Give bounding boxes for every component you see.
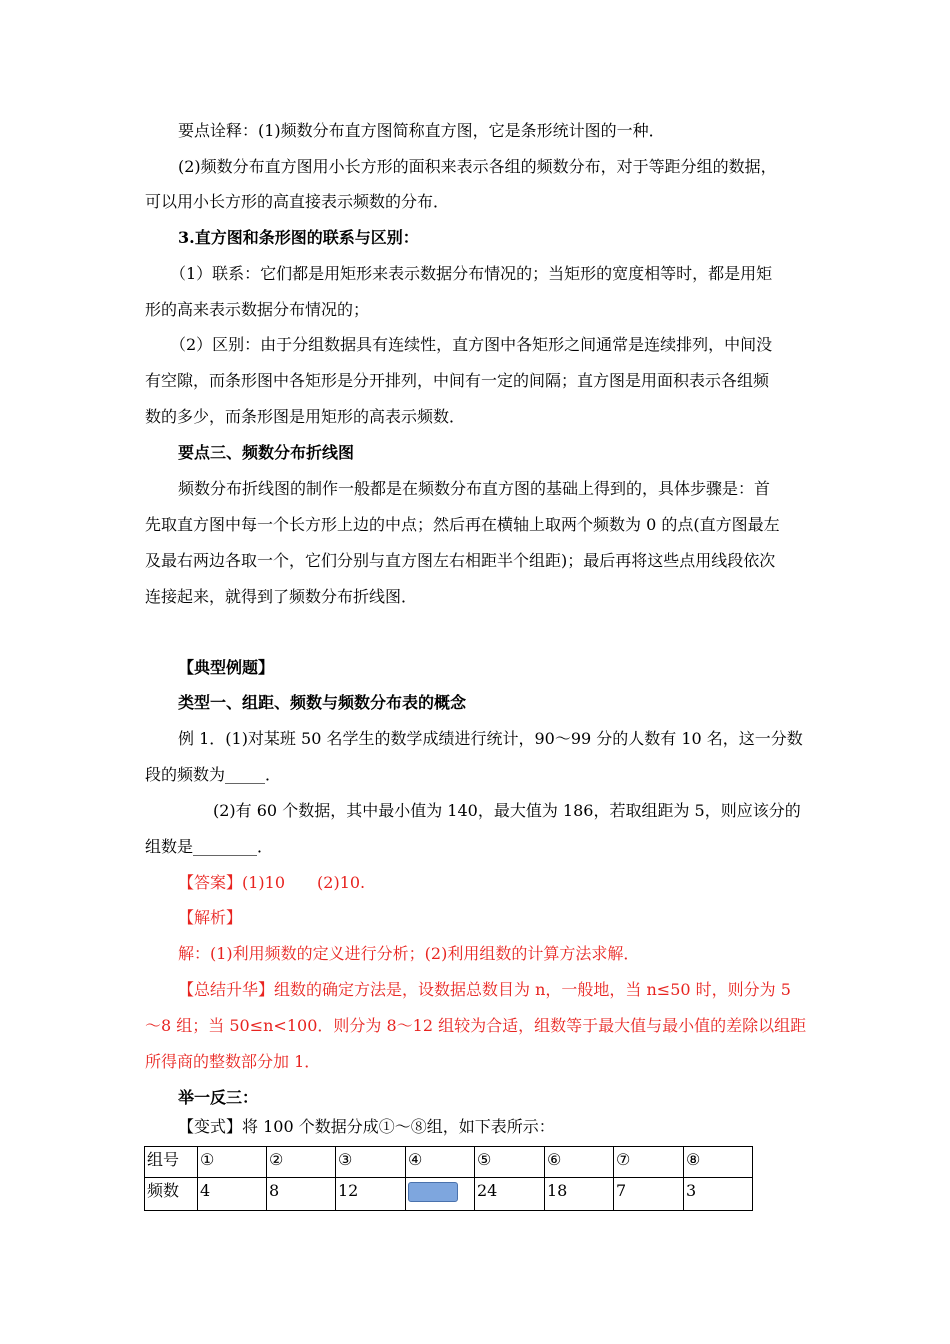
summary-line: 所得商的整数部分加 1． <box>145 1052 321 1071</box>
summary-line: ～8 组；当 50≤n<100．则分为 8～12 组较为合适，组数等于最大值与最小值的差除以组距 <box>145 1016 807 1035</box>
table-row <box>145 1178 753 1211</box>
section-heading: 3.直方图和条形图的联系与区别： <box>178 228 419 247</box>
table-cell: 3 <box>684 1178 753 1211</box>
table-cell: ⑧ <box>684 1147 753 1178</box>
variant-line: 【变式】将 100 个数据分成①～⑧组，如下表所示： <box>178 1117 555 1136</box>
section-heading: 类型一、组距、频数与频数分布表的概念 <box>178 693 467 712</box>
frequency-table <box>144 1146 753 1211</box>
section-heading: 举一反三： <box>178 1088 259 1107</box>
section-heading: 要点三、频数分布折线图 <box>178 443 355 462</box>
paragraph-line: （2）区别：由于分组数据具有连续性，直方图中各矩形之间通常是连续排列，中间没 <box>170 335 773 354</box>
table-cell: 4 <box>198 1178 267 1211</box>
note-text: 要点诠释：(1)频数分布直方图简称直方图，它是条形统计图的一种． <box>178 121 665 140</box>
table-cell: ④ <box>406 1147 475 1178</box>
paragraph-line: (2)频数分布直方图用小长方形的面积来表示各组的频数分布，对于等距分组的数据， <box>178 157 777 176</box>
table-row <box>145 1147 753 1178</box>
table-cell: ③ <box>336 1147 406 1178</box>
paragraph-line: 有空隙，而条形图中各矩形是分开排列，中间有一定的间隔；直方图是用面积表示各组频 <box>145 371 770 390</box>
table-cell: 7 <box>614 1178 684 1211</box>
paragraph-line: 形的高来表示数据分布情况的； <box>145 300 370 319</box>
table-cell: ② <box>267 1147 336 1178</box>
table-header-cell: 组号 <box>145 1147 198 1178</box>
table-header-cell: 频数 <box>145 1178 198 1211</box>
table-cell <box>406 1178 475 1211</box>
table-cell: ⑥ <box>545 1147 614 1178</box>
paragraph-line: 先取直方图中每一个长方形上边的中点；然后再在横轴上取两个频数为 0 的点(直方图最左 <box>145 515 780 534</box>
table-cell: 18 <box>545 1178 614 1211</box>
table-cell: ⑤ <box>475 1147 545 1178</box>
table-cell: ⑦ <box>614 1147 684 1178</box>
paragraph-line: 及最右两边各取一个，它们分别与直方图左右相距半个组距)；最后再将这些点用线段依次 <box>145 551 776 570</box>
table-cell: ① <box>198 1147 267 1178</box>
blank-answer-box <box>408 1182 458 1202</box>
paragraph-line: 频数分布折线图的制作一般都是在频数分布直方图的基础上得到的，具体步骤是：首 <box>178 479 771 498</box>
example-line: 例 1．(1)对某班 50 名学生的数学成绩进行统计，90～99 分的人数有 10 名，这一分数 <box>178 729 803 748</box>
answer-line: 【答案】(1)10 (2)10. <box>178 873 366 892</box>
section-heading: 【典型例题】 <box>178 658 275 677</box>
key-point-note <box>178 121 843 141</box>
table-cell: 24 <box>475 1178 545 1211</box>
paragraph-line: 可以用小长方形的高直接表示频数的分布． <box>145 192 450 211</box>
example-line: (2)有 60 个数据，其中最小值为 140，最大值为 186，若取组距为 5，则应该分的 <box>213 801 801 820</box>
paragraph-line: 数的多少，而条形图是用矩形的高表示频数． <box>145 407 466 426</box>
analysis-heading: 【解析】 <box>178 908 243 927</box>
example-line: 组数是________． <box>145 837 274 856</box>
table-cell: 12 <box>336 1178 406 1211</box>
example-line: 段的频数为_____． <box>145 765 282 784</box>
paragraph-line: 连接起来，就得到了频数分布折线图． <box>145 587 418 606</box>
solution-line: 解：(1)利用频数的定义进行分析；(2)利用组数的计算方法求解． <box>178 944 640 963</box>
summary-line: 【总结升华】组数的确定方法是，设数据总数目为 n，一般地，当 n≤50 时，则分为 5 <box>178 980 791 999</box>
paragraph-line: （1）联系：它们都是用矩形来表示数据分布情况的；当矩形的宽度相等时，都是用矩 <box>170 264 773 283</box>
table-cell: 8 <box>267 1178 336 1211</box>
